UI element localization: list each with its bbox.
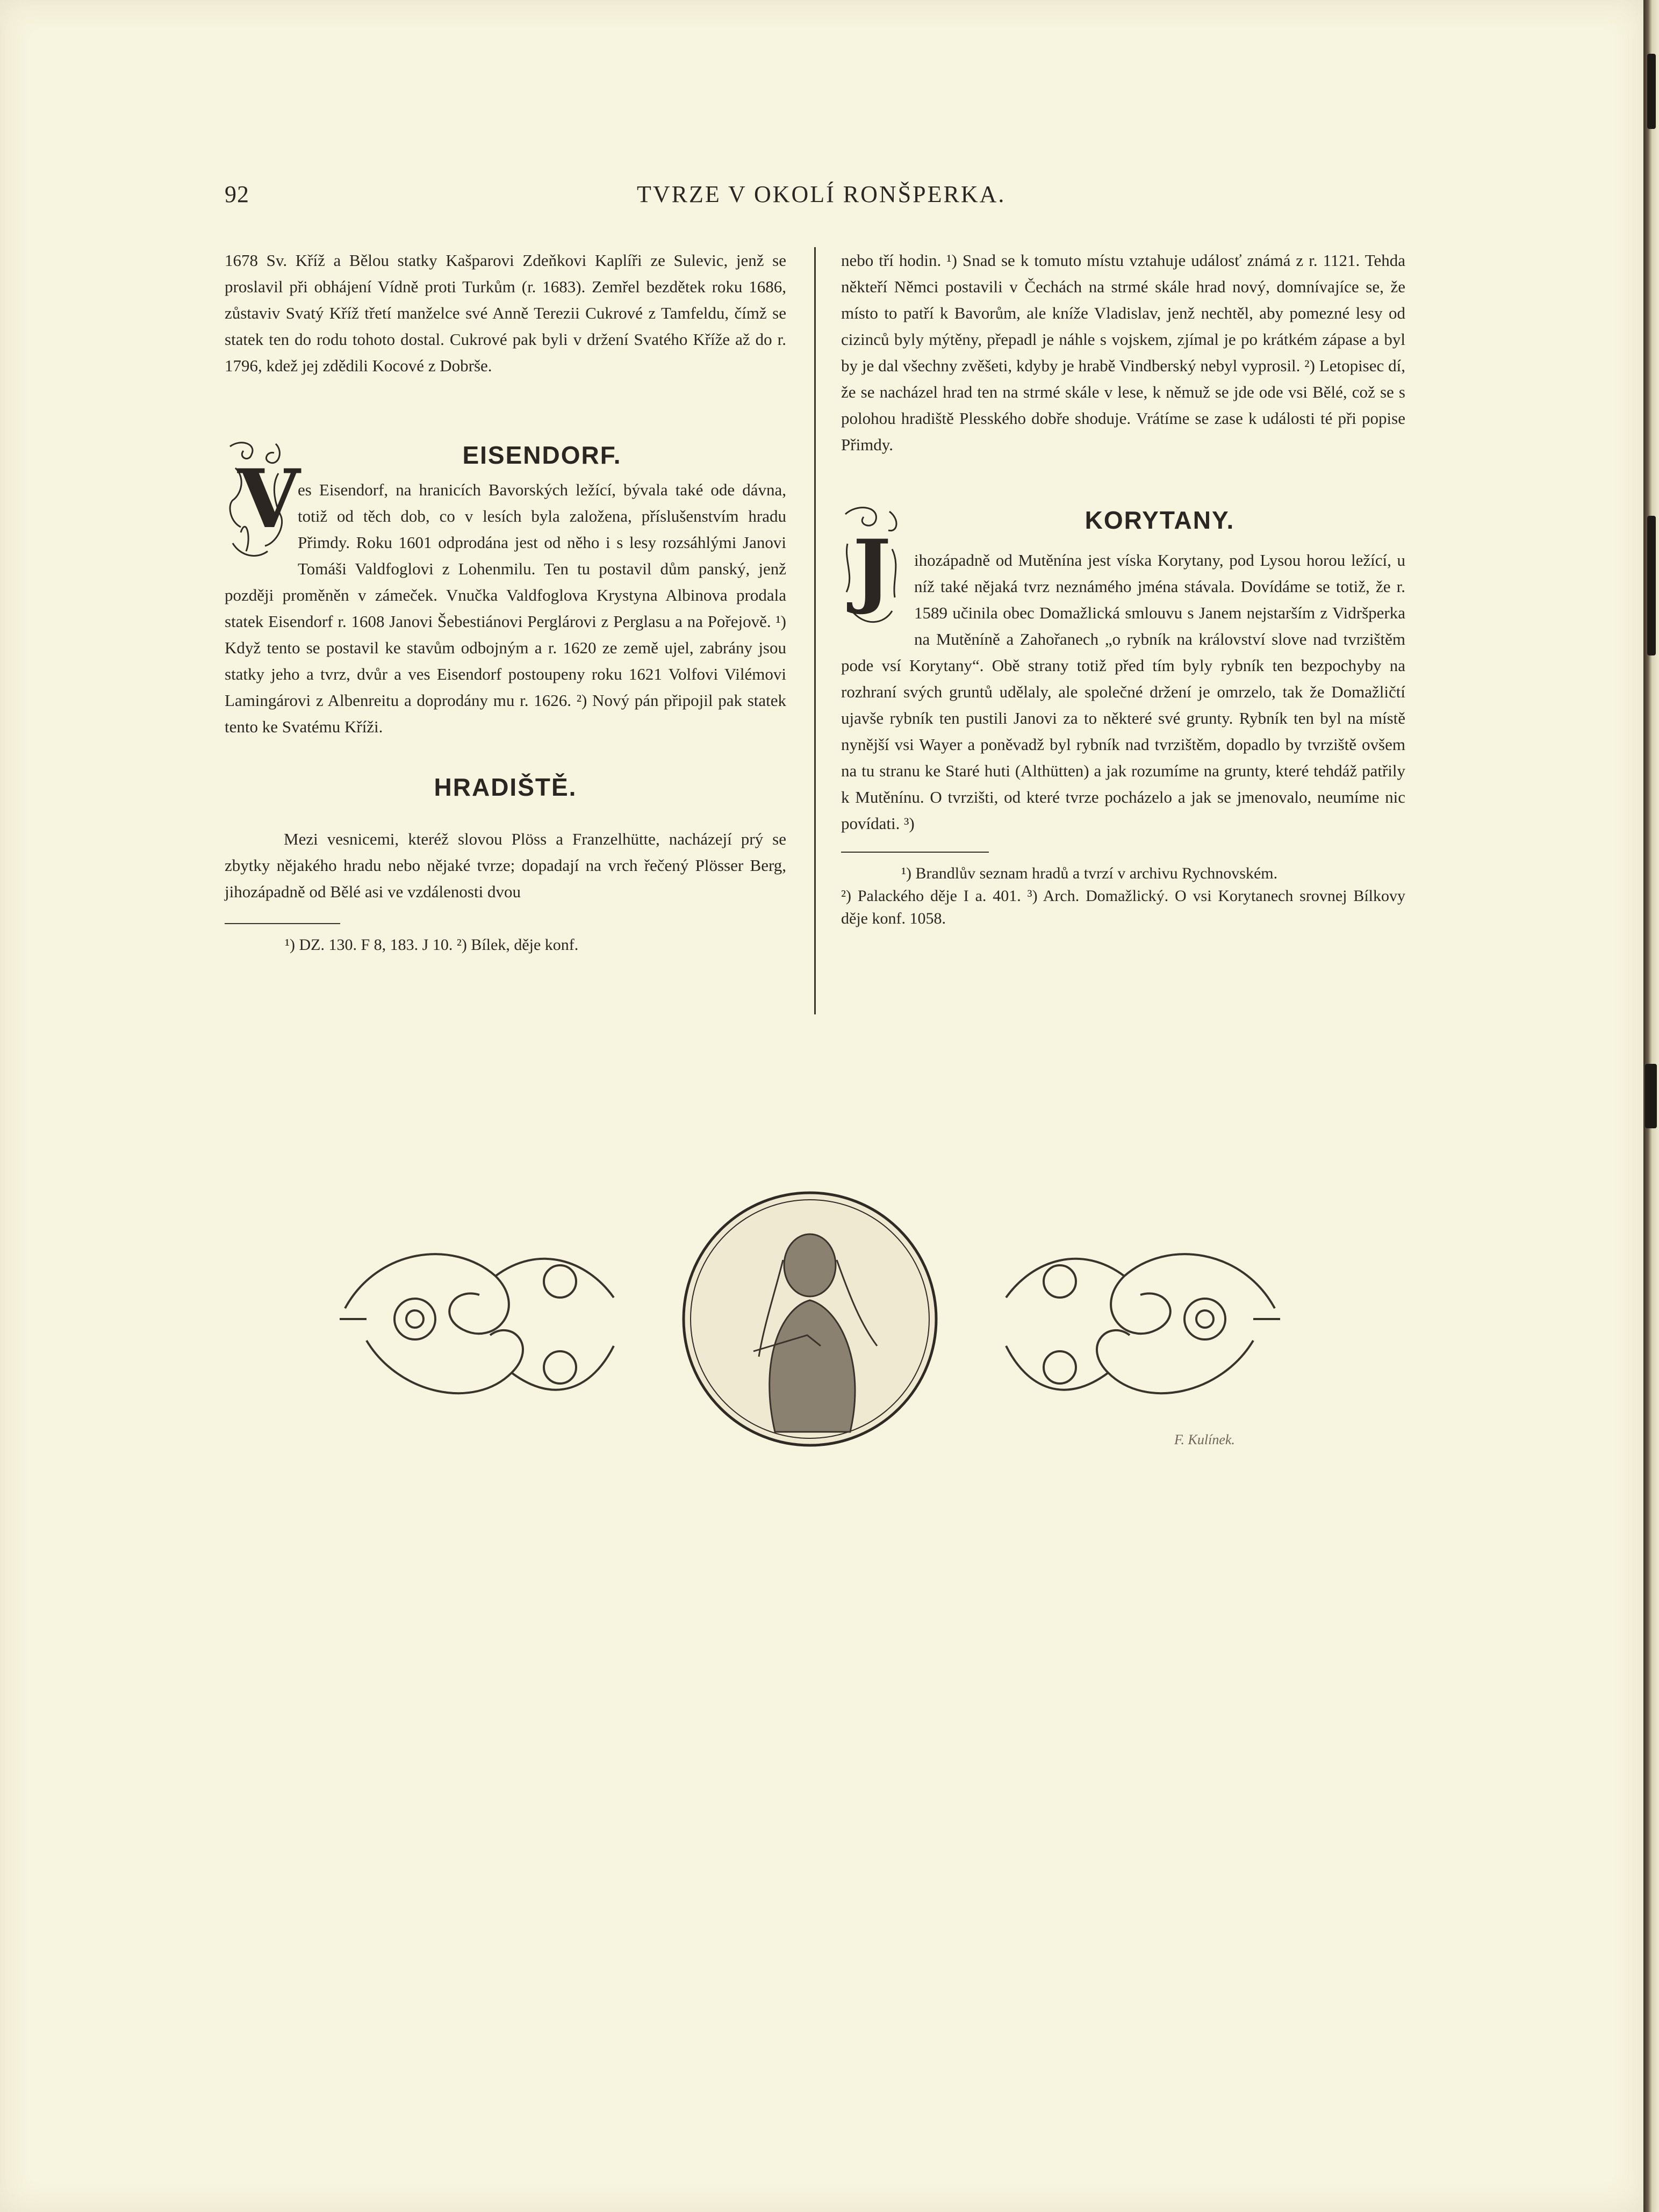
running-title: TVRZE V OKOLÍ RONŠPERKA. — [637, 181, 1006, 207]
initial-v-letter: V — [238, 452, 300, 546]
page-edge — [1643, 0, 1659, 2212]
initial-v-ornament-icon — [225, 436, 300, 565]
page-number: 92 — [225, 181, 249, 207]
hradiste-text: Mezi vesnicemi, kteréž slovou Plöss a Franzelhütte, nacházejí prý se zbytky nějakého hradu nebo nějaké tvrze; dopadají na vrch řečený Plösser Berg, jihozápadně od Bělé asi ve vzdálenosti dvou — [225, 830, 786, 901]
vignette-illustration-icon — [334, 1185, 1285, 1453]
footnote-left: ¹) DZ. 130. F 8, 183. J 10. ²) Bílek, děje konf. — [285, 936, 579, 954]
footnote-right-2: ²) Palackého děje I a. 401. ³) Arch. Domažlický. O vsi Korytanech srovnej Bílkovy děje konf. 1058. — [841, 887, 1405, 927]
running-head — [0, 181, 1643, 213]
footnote-rule — [225, 923, 340, 924]
edge-mark — [1645, 1064, 1657, 1128]
continued-paragraph: 1678 Sv. Kříž a Bělou statky Kašparovi Zdeňkovi Kaplíři ze Sulevic, jenž se proslavil při obhájení Vídně proti Turkům (r. 1683). Zemřel bezdětek roku 1686, zůstaviv Svatý Kříž třetí manželce své Anně Terezii Cukrové z Tamfeldu, čímž se statek ten do rodu tohoto dostal. Cukrové pak byli v držení Svatého Kříže až do r. 1796, kdež jej zdědili Kocové z Dobrše. — [225, 251, 786, 375]
continued-paragraph-right: nebo tří hodin. ¹) Snad se k tomuto místu vztahuje událosť známá z r. 1121. Tehda někteří Němci postavili v Čechách na strmé skále hrad nový, domnívajíce se, že místo to patří k Bavorům, ale kníže Vladislav, jenž nechtěl, aby pomezné lesy od cizinců byly mýtěny, přepadl je náhle s vojskem, zjímal je po krátkém zápase a byl by je dal všechny zvěšeti, kdyby je hrabě Vindberský nebyl vyprosil. ²) Letopisec dí, že se nacházel hrad ten na strmé skále v lese, k němuž se jde ode vsi Bělé, což se s polohou hradiště Plesského dobře shoduje. Vrátíme se zase k události té při popise Přimdy. — [841, 251, 1405, 454]
artist-signature: F. Kulínek. — [1174, 1432, 1235, 1447]
footnote-rule-right — [841, 852, 989, 853]
edge-mark — [1647, 516, 1656, 655]
ornamental-vignette — [334, 1185, 1285, 1453]
decorated-initial-j — [841, 501, 904, 630]
left-column — [225, 247, 786, 956]
edge-mark — [1647, 54, 1656, 129]
section-heading-hradiste: HRADIŠTĚ. — [434, 773, 577, 801]
initial-j-ornament-icon — [841, 501, 904, 630]
right-column — [841, 247, 1405, 930]
section-korytany — [841, 504, 1405, 837]
decorated-initial-v — [225, 436, 300, 565]
section-heading-korytany: KORYTANY. — [1085, 506, 1235, 534]
column-divider — [814, 247, 816, 1014]
initial-j-letter: J — [853, 522, 891, 617]
footnote-right-1: ¹) Brandlův seznam hradů a tvrzí v archivu Rychnovském. — [901, 864, 1278, 882]
section-heading-eisendorf: EISENDORF. — [462, 441, 622, 469]
section-eisendorf — [225, 439, 786, 740]
eisendorf-text: es Eisendorf, na hranicích Bavorských ležící, bývala také ode dávna, totiž od těch dob, co v lesích byla založena, příslušenstvím hradu Přimdy. Roku 1601 odprodána jest od něho i s lesy rozsáhlými Janovi Tomáši Valdfoglovi z Lohenmilu. Ten tu postavil dům panský, jenž později proměněn v zámeček. Vnučka Valdfoglova Krystyna Albinova prodala statek Eisendorf r. 1608 Janovi Šebestiánovi Perglárovi z Perglasu a na Pořejově. ¹) Když tento se postavil ke stavům odbojným a r. 1620 ze země ujel, zabrány jsou statky jeho a tvrz, dvůr a ves Eisendorf postoupeny roku 1621 Volfovi Vilémovi Lamingárovi z Albenreitu a doprodány mu r. 1626. ²) Nový pán připojil pak statek tento ke Svatému Kříži. — [225, 480, 786, 736]
korytany-text: ihozápadně od Mutěnína jest víska Korytany, pod Lysou horou ležící, u níž také nějaká tvrz neznámého jména stávala. Dovídáme se totiž, že r. 1589 učinila obec Domažlická smlouvu s Janem nejstarším z Vidršperka na Mutěníně a Zahořanech „o rybník na království slove nad tvrzištěm pode vsí Korytany“. Obě strany totiž před tím byly rybník ten bezpochyby na rozhraní svých gruntů udělaly, ale společné držení je omrzelo, tak že Domažličtí ujavše rybník ten pustili Janovi za to některé své grunty. Rybník ten byl na místě nynější vsi Wayer a poněvadž byl rybník nad tvrzištěm, dopadlo by tvrziště ovšem na tu stranu ke Staré huti (Althütten) a jak rozumíme na grunty, které tehdáž patřily k Mutěnínu. O tvrzišti, od které tvrze pocházelo a jak se jmenovalo, neumíme nic povídati. ³) — [841, 551, 1405, 833]
